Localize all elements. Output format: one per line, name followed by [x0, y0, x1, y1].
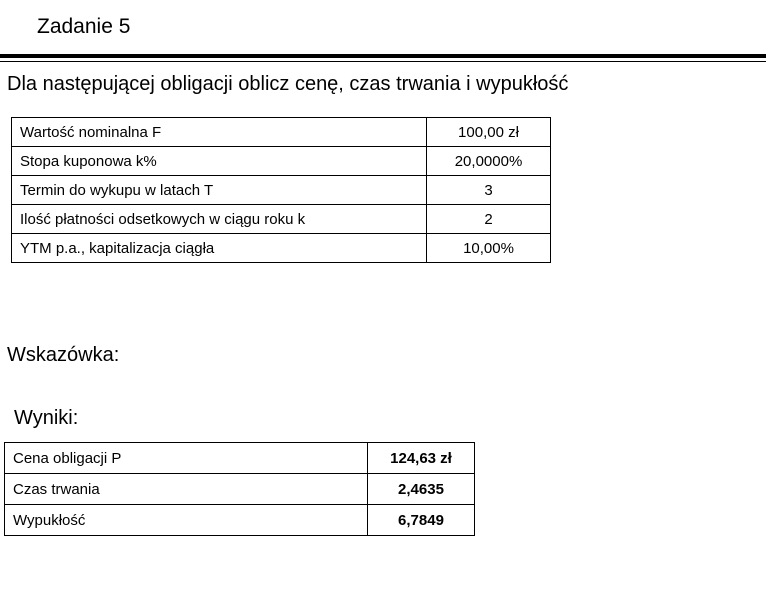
param-label: Wartość nominalna F [12, 118, 427, 147]
table-row [12, 234, 551, 263]
param-value: 10,00% [427, 234, 551, 263]
param-label: Stopa kuponowa k% [12, 147, 427, 176]
header-rule-thick [0, 54, 766, 58]
results-label: Wyniki: [14, 407, 79, 429]
table-row [5, 505, 475, 536]
result-value: 2,4635 [368, 474, 475, 505]
param-value: 3 [427, 176, 551, 205]
results-table [4, 442, 475, 536]
page-title: Zadanie 5 [37, 15, 131, 38]
table-row [12, 176, 551, 205]
result-value: 124,63 zł [368, 443, 475, 474]
param-label: Ilość płatności odsetkowych w ciągu roku k [12, 205, 427, 234]
table-row [5, 443, 475, 474]
table-row [12, 205, 551, 234]
table-row [5, 474, 475, 505]
table-row [12, 147, 551, 176]
table-row [12, 118, 551, 147]
result-label: Wypukłość [5, 505, 368, 536]
parameters-table [11, 117, 551, 263]
header-rule-thin [0, 61, 766, 62]
param-value: 20,0000% [427, 147, 551, 176]
result-value: 6,7849 [368, 505, 475, 536]
hint-label: Wskazówka: [7, 344, 120, 366]
task-prompt: Dla następującej obligacji oblicz cenę, czas trwania i wypukłość [7, 73, 569, 95]
param-label: YTM p.a., kapitalizacja ciągła [12, 234, 427, 263]
result-label: Czas trwania [5, 474, 368, 505]
param-label: Termin do wykupu w latach T [12, 176, 427, 205]
param-value: 2 [427, 205, 551, 234]
param-value: 100,00 zł [427, 118, 551, 147]
result-label: Cena obligacji P [5, 443, 368, 474]
